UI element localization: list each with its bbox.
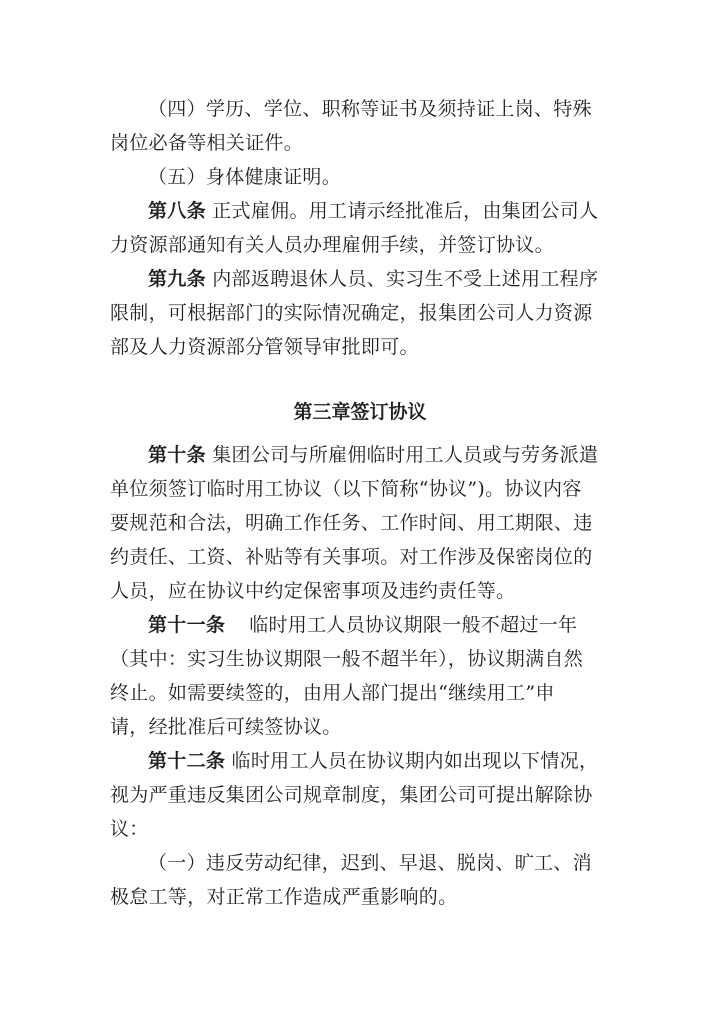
article-8-text: 正式雇佣。用工请示经批准后，由集团公司人	[212, 200, 599, 222]
article-12-text: 临时用工人员在协议期内如出现以下情况，	[231, 750, 599, 772]
final-item-text: 违反劳动纪律，迟到、早退、脱岗、旷工、消	[205, 852, 592, 874]
article-10-line-5: 人员，应在协议中约定保密事项及违约责任等。	[110, 580, 516, 602]
article-10-label: 第十条	[148, 444, 206, 466]
article-12-label: 第十二条	[148, 750, 226, 772]
article-11-label: 第十一条	[148, 614, 226, 636]
final-item-label: （一）	[148, 852, 206, 874]
article-10-line-2: 单位须签订临时用工协议（以下简称“协议”)。协议内容	[110, 478, 582, 500]
article-8-line-2: 力资源部通知有关人员办理雇佣手续，并签订协议。	[110, 234, 554, 256]
item-4-text: 学历、学位、职称等证书及须持证上岗、特殊	[205, 98, 592, 120]
article-9-line-2: 限制，可根据部门的实际情况确定，报集团公司人力资源	[110, 302, 593, 324]
article-8-line-1	[148, 196, 638, 226]
article-9-text: 内部返聘退休人员、实习生不受上述用工程序	[212, 268, 599, 290]
article-12-line-1	[148, 746, 638, 776]
chapter-title: 第三章签订协议	[293, 401, 427, 423]
article-10-line-1	[148, 440, 638, 470]
article-10-text: 集团公司与所雇佣临时用工人员或与劳务派遣	[212, 444, 599, 466]
article-11-line-1	[148, 610, 638, 640]
article-11-line-2: （其中：实习生协议期限一般不超半年），协议期满自然	[110, 648, 584, 670]
item-4-label: （四）	[148, 98, 206, 120]
item-5-label: （五）	[148, 166, 206, 188]
article-11-line-4: 请，经批准后可续签协议。	[110, 716, 342, 738]
item-4-line-2: 岗位必备等相关证件。	[110, 132, 304, 154]
item-4-line-1	[148, 94, 638, 124]
item-5-text: 身体健康证明。	[205, 166, 342, 188]
article-9-line-3: 部及人力资源部分管领导审批即可。	[110, 336, 419, 358]
article-11-text: 临时用工人员协议期限一般不超过一年	[249, 614, 578, 636]
article-11-line-3: 终止。如需要续签的，由用人部门提出“继续用工”申	[110, 682, 555, 704]
article-12-line-2: 视为严重违反集团公司规章制度，集团公司可提出解除协	[110, 784, 593, 806]
article-10-line-3: 要规范和合法，明确工作任务、工作时间、用工期限、违	[110, 512, 593, 534]
article-9-label: 第九条	[148, 268, 206, 290]
article-10-line-4: 约责任、工资、补贴等有关事项。对工作涉及保密岗位的	[110, 546, 593, 568]
article-8-label: 第八条	[148, 200, 206, 222]
item-5-line	[148, 162, 638, 192]
article-12-line-3: 议：	[110, 818, 149, 840]
final-item-line-1	[148, 848, 638, 878]
final-item-line-2: 极怠工等，对正常工作造成严重影响的。	[110, 886, 458, 908]
article-9-line-1	[148, 264, 638, 294]
